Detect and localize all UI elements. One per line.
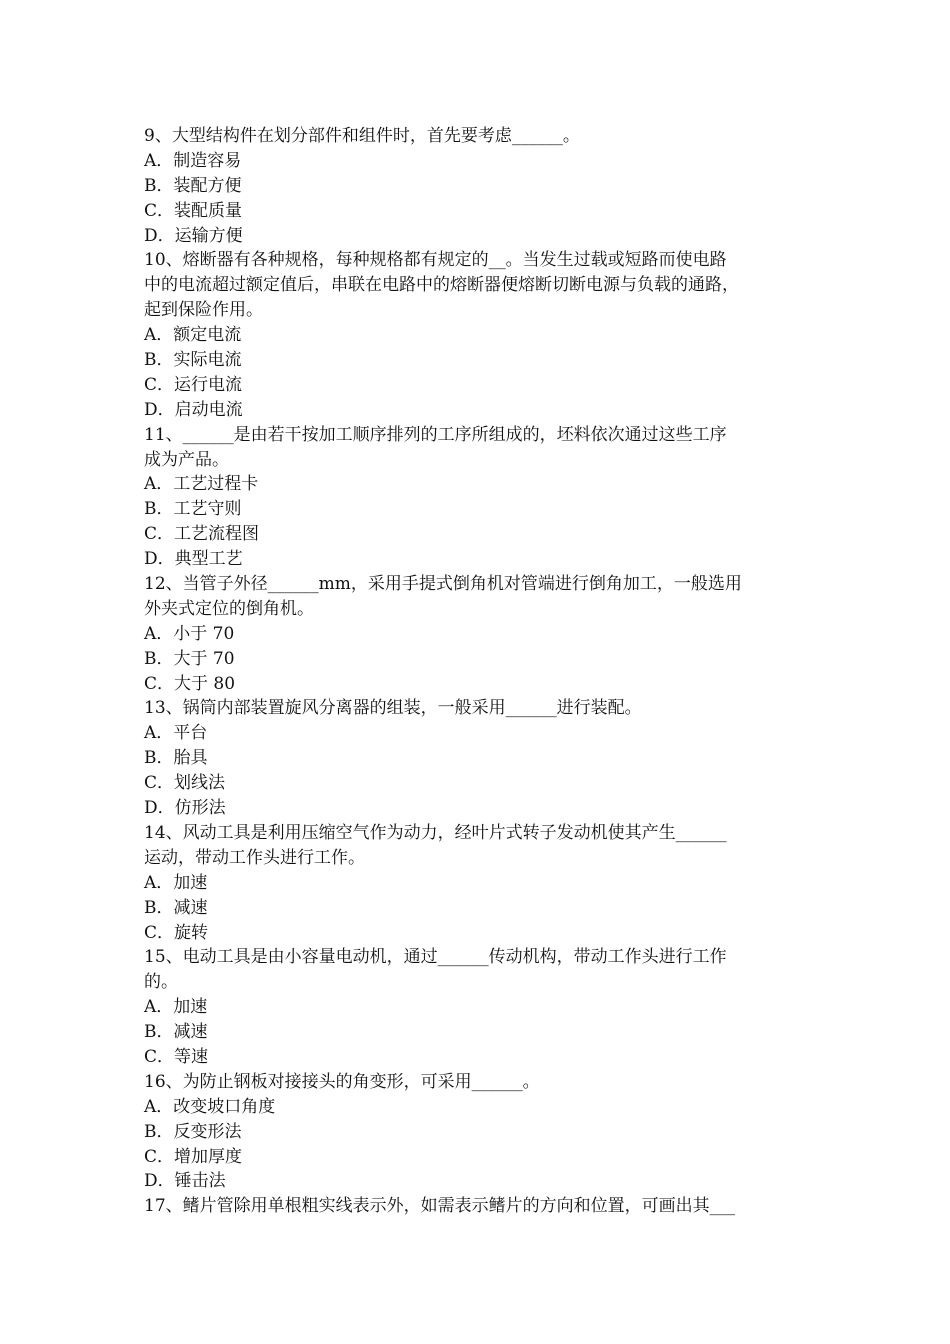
question-block bbox=[144, 572, 814, 696]
question-stem-line: 的。 bbox=[144, 972, 178, 993]
answer-option: C．运行电流 bbox=[144, 374, 243, 395]
answer-option: B．胎具 bbox=[144, 748, 208, 769]
answer-option: B．反变形法 bbox=[144, 1121, 242, 1142]
answer-option: C．旋转 bbox=[144, 922, 209, 943]
question-block bbox=[144, 1070, 814, 1194]
answer-option: A．工艺过程卡 bbox=[144, 474, 259, 495]
answer-option: B．装配方便 bbox=[144, 175, 242, 196]
question-stem-line: 10、熔断器有各种规格，每种规格都有规定的__。当发生过载或短路而使电路 bbox=[144, 250, 727, 271]
answer-option: A．制造容易 bbox=[144, 150, 242, 171]
answer-option: B．实际电流 bbox=[144, 350, 242, 371]
answer-option: B．减速 bbox=[144, 1022, 208, 1043]
question-stem-line: 外夹式定位的倒角机。 bbox=[144, 598, 314, 619]
question-stem-line: 17、鳍片管除用单根粗实线表示外，如需表示鳍片的方向和位置，可画出其___ bbox=[144, 1196, 736, 1217]
answer-option: A．加速 bbox=[144, 872, 208, 893]
question-block bbox=[144, 248, 814, 422]
answer-option: C．工艺流程图 bbox=[144, 524, 260, 545]
question-stem-line: 中的电流超过额定值后，串联在电路中的熔断器便熔断切断电源与负载的通路， bbox=[144, 275, 739, 296]
question-stem-line: 11、______是由若干按加工顺序排列的工序所组成的，坯料依次通过这些工序 bbox=[144, 424, 727, 445]
answer-option: B．工艺守则 bbox=[144, 499, 242, 520]
question-stem-line: 起到保险作用。 bbox=[144, 300, 263, 321]
question-block bbox=[144, 945, 814, 1069]
answer-option: A．小于 70 bbox=[144, 623, 235, 644]
question-stem-line: 16、为防止钢板对接接头的角变形，可采用______。 bbox=[144, 1071, 540, 1092]
question-stem-line: 运动，带动工作头进行工作。 bbox=[144, 847, 365, 868]
answer-option: A．平台 bbox=[144, 723, 208, 744]
question-block bbox=[144, 124, 814, 248]
question-stem-line: 9、大型结构件在划分部件和组件时，首先要考虑______。 bbox=[144, 126, 580, 146]
answer-option: A．额定电流 bbox=[144, 325, 242, 346]
answer-option: C．划线法 bbox=[144, 773, 226, 794]
answer-option: A．改变坡口角度 bbox=[144, 1096, 276, 1117]
question-stem-line: 12、当管子外径______mm，采用手提式倒角机对管端进行倒角加工，一般选用 bbox=[144, 574, 742, 595]
question-stem-line: 13、锅筒内部装置旋风分离器的组装，一般采用______进行装配。 bbox=[144, 698, 642, 719]
answer-option: A．加速 bbox=[144, 997, 208, 1018]
answer-option: D．运输方便 bbox=[144, 225, 243, 246]
answer-option: C．大于 80 bbox=[144, 673, 236, 694]
answer-option: B．大于 70 bbox=[144, 648, 235, 669]
answer-option: D．锤击法 bbox=[144, 1171, 226, 1192]
answer-option: D．仿形法 bbox=[144, 798, 226, 819]
answer-option: C．增加厚度 bbox=[144, 1146, 243, 1167]
answer-option: C．装配质量 bbox=[144, 200, 243, 221]
question-block bbox=[144, 696, 814, 820]
question-stem-line: 15、电动工具是由小容量电动机，通过______传动机构，带动工作头进行工作 bbox=[144, 947, 727, 968]
answer-option: D．典型工艺 bbox=[144, 549, 243, 570]
question-block bbox=[144, 1194, 814, 1219]
question-list bbox=[144, 124, 814, 1219]
question-block bbox=[144, 821, 814, 945]
question-block bbox=[144, 423, 814, 572]
question-stem-line: 成为产品。 bbox=[144, 449, 229, 470]
answer-option: B．减速 bbox=[144, 897, 208, 918]
question-stem-line: 14、风动工具是利用压缩空气作为动力，经叶片式转子发动机使其产生______ bbox=[144, 822, 727, 843]
answer-option: D．启动电流 bbox=[144, 399, 243, 420]
answer-option: C．等速 bbox=[144, 1046, 209, 1067]
